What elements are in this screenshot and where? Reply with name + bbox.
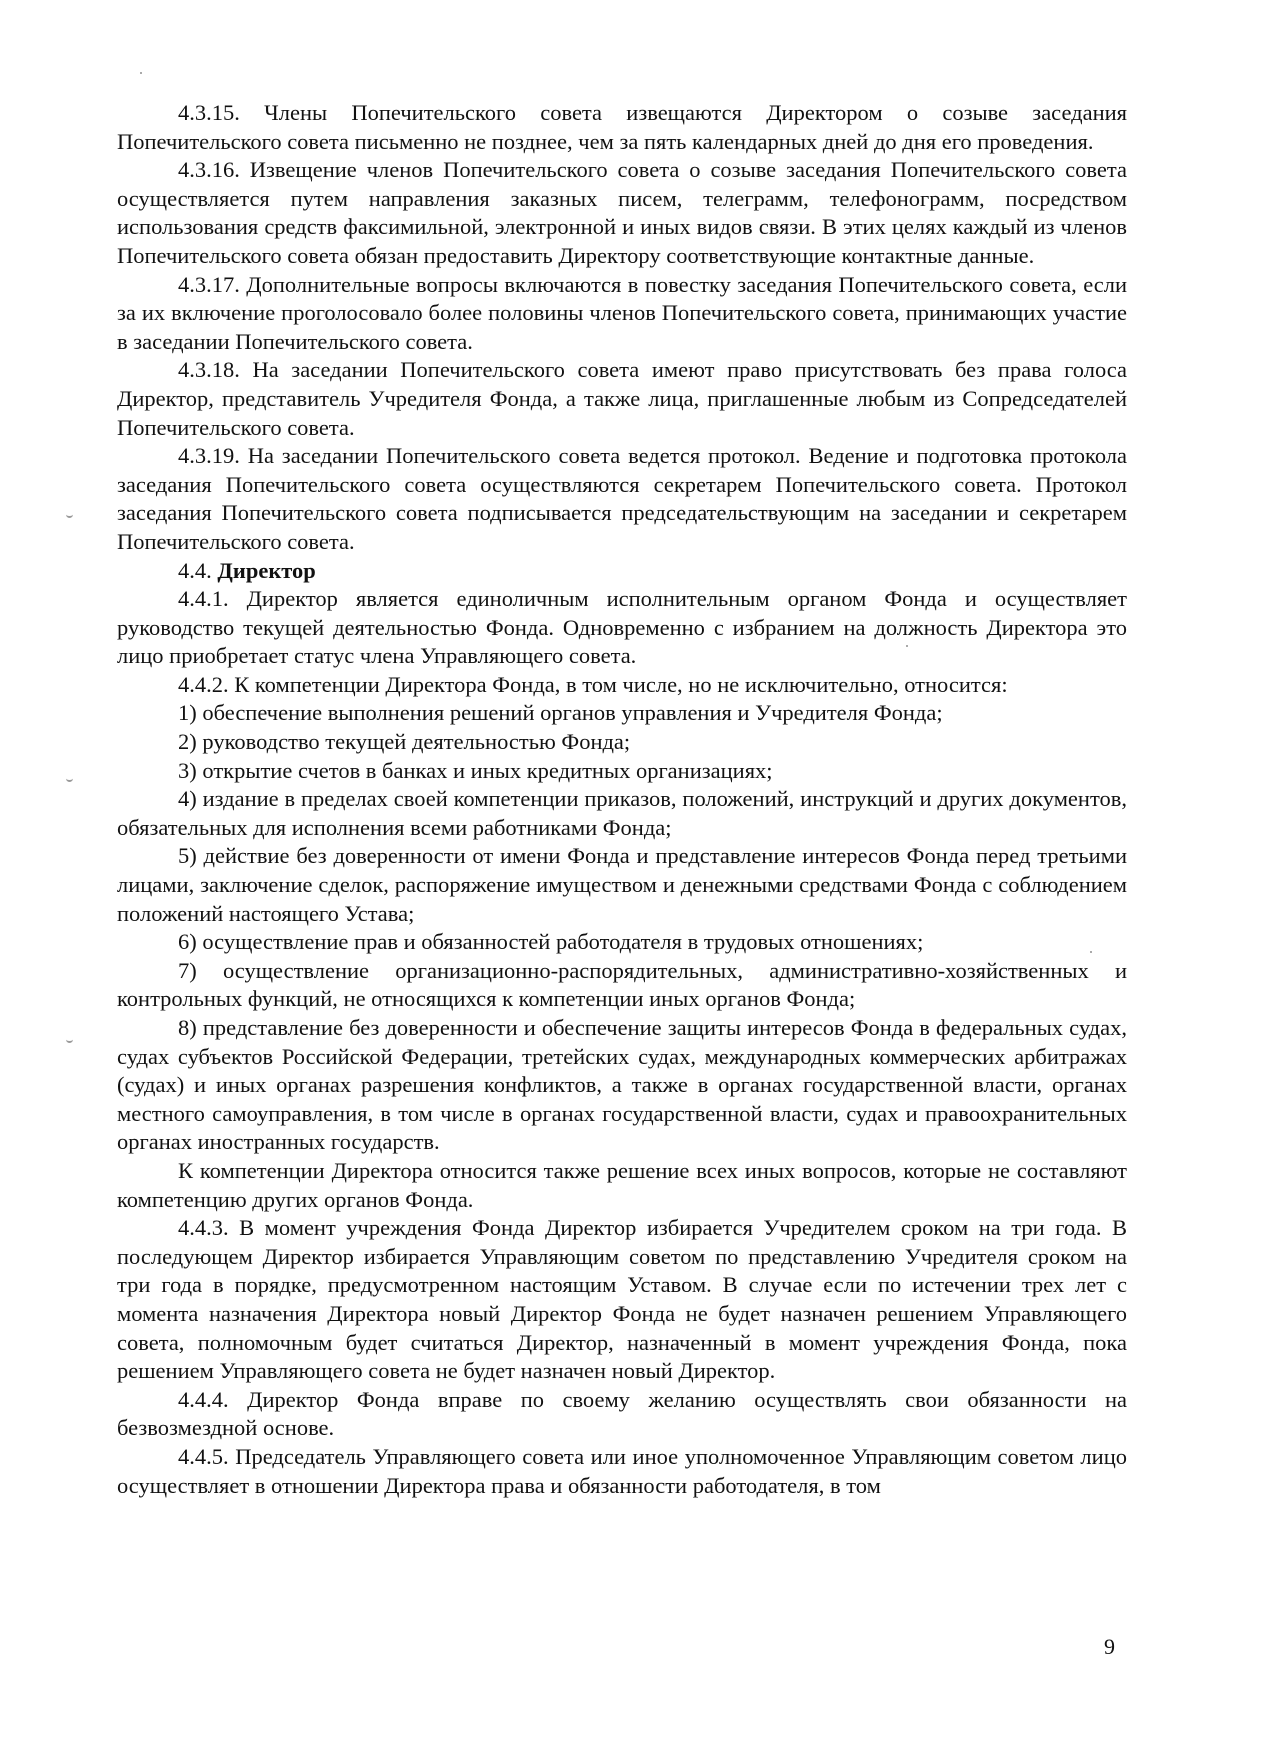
section-title: Директор <box>217 557 316 583</box>
paragraph-4-4-2: 4.4.2. К компетенции Директора Фонда, в том числе, но не исключительно, относится: <box>178 671 1008 697</box>
document-body <box>117 99 1127 1500</box>
list-item-3: 3) открытие счетов в банках и иных кредитных организациях; <box>178 757 773 783</box>
paragraph-4-3-15: 4.3.15. Члены Попечительского совета извещаются Директором о созыве заседания Попечительского совета письменно не позднее, чем за пять календарных дней до дня его проведения. <box>117 100 1127 154</box>
binding-hole-mark <box>66 511 73 518</box>
binding-hole-mark <box>66 775 73 782</box>
section-heading-4-4 <box>117 557 1127 586</box>
paragraph-competence-other: К компетенции Директора относится также решение всех иных вопросов, которые не составляют компетенцию других органов Фонда. <box>117 1157 1127 1212</box>
list-item-8: 8) представление без доверенности и обеспечение защиты интересов Фонда в федеральных судах, судах субъектов Российской Федерации, третейских судах, международных коммерческих арбитражах (судах) и иных органах разрешения конфликтов, а также в органах государственной власти, органах местного самоуправления, в том числе в органах государственной власти, судах и правоохранительных органах иностранных государств. <box>117 1015 1127 1155</box>
paragraph-4-3-16: 4.3.16. Извещение членов Попечительского совета о созыве заседания Попечительского совета осуществляется путем направления заказных писем, телеграмм, телефонограмм, посредством использования средств факсимильной, электронной и иных видов связи. В этих целях каждый из членов Попечительского совета обязан предоставить Директору соответствующие контактные данные. <box>117 157 1127 268</box>
list-item-2: 2) руководство текущей деятельностью Фонда; <box>178 729 631 755</box>
paragraph-4-4-1: 4.4.1. Директор является единоличным исполнительным органом Фонда и осуществляет руководство текущей деятельностью Фонда. Одновременно с избранием на должность Директора это лицо приобретает статус члена Управляющего совета. <box>117 586 1127 669</box>
list-item-5: 5) действие без доверенности от имени Фонда и представление интересов Фонда перед третьими лицами, заключение сделок, распоряжение имуществом и денежными средствами Фонда с соблюдением положений настоящего Устава; <box>117 843 1127 926</box>
paragraph-4-3-17: 4.3.17. Дополнительные вопросы включаются в повестку заседания Попечительского совета, если за их включение проголосовало более половины членов Попечительского совета, принимающих участие в заседании Попечительского совета. <box>117 271 1127 354</box>
paragraph-4-4-3: 4.4.3. В момент учреждения Фонда Директор избирается Учредителем сроком на три года. В последующем Директор избирается Управляющим советом по представлению Учредителя сроком на три года в порядке, предусмотренном настоящим Уставом. В случае если по истечении трех лет с момента назначения Директора новый Директор Фонда не будет назначен решением Управляющего совета, полномочным будет считаться Директор, назначенный в момент учреждения Фонда, пока решением Управляющего совета не будет назначен новый Директор. <box>117 1215 1127 1384</box>
scan-speck <box>140 72 142 74</box>
page-number: 9 <box>1104 1634 1115 1659</box>
paragraph-4-3-18: 4.3.18. На заседании Попечительского совета имеют право присутствовать без права голоса Директор, представитель Учредителя Фонда, а также лица, приглашенные любым из Сопредседателей Попечительского совета. <box>117 357 1127 440</box>
binding-hole-mark <box>66 1036 73 1043</box>
list-item-7: 7) осуществление организационно-распорядительных, административно-хозяйственных и контрольных функций, не относящихся к компетенции иных органов Фонда; <box>117 957 1127 1012</box>
section-number: 4.4. <box>178 557 212 583</box>
list-item-1: 1) обеспечение выполнения решений органов управления и Учредителя Фонда; <box>178 700 943 726</box>
list-item-4: 4) издание в пределах своей компетенции приказов, положений, инструкций и других документов, обязательных для исполнения всеми работниками Фонда; <box>117 786 1127 840</box>
paragraph-4-3-19: 4.3.19. На заседании Попечительского совета ведется протокол. Ведение и подготовка протокола заседания Попечительского совета осуществляются секретарем Попечительского совета. Протокол заседания Попечительского совета подписывается председательствующим на заседании и секретарем Попечительского совета. <box>117 443 1127 554</box>
paragraph-4-4-5: 4.4.5. Председатель Управляющего совета или иное уполномоченное Управляющим советом лицо осуществляет в отношении Директора права и обязанности работодателя, в том <box>117 1443 1127 1498</box>
list-item-6: 6) осуществление прав и обязанностей работодателя в трудовых отношениях; <box>178 929 924 955</box>
paragraph-4-4-4: 4.4.4. Директор Фонда вправе по своему желанию осуществлять свои обязанности на безвозмездной основе. <box>117 1386 1127 1441</box>
